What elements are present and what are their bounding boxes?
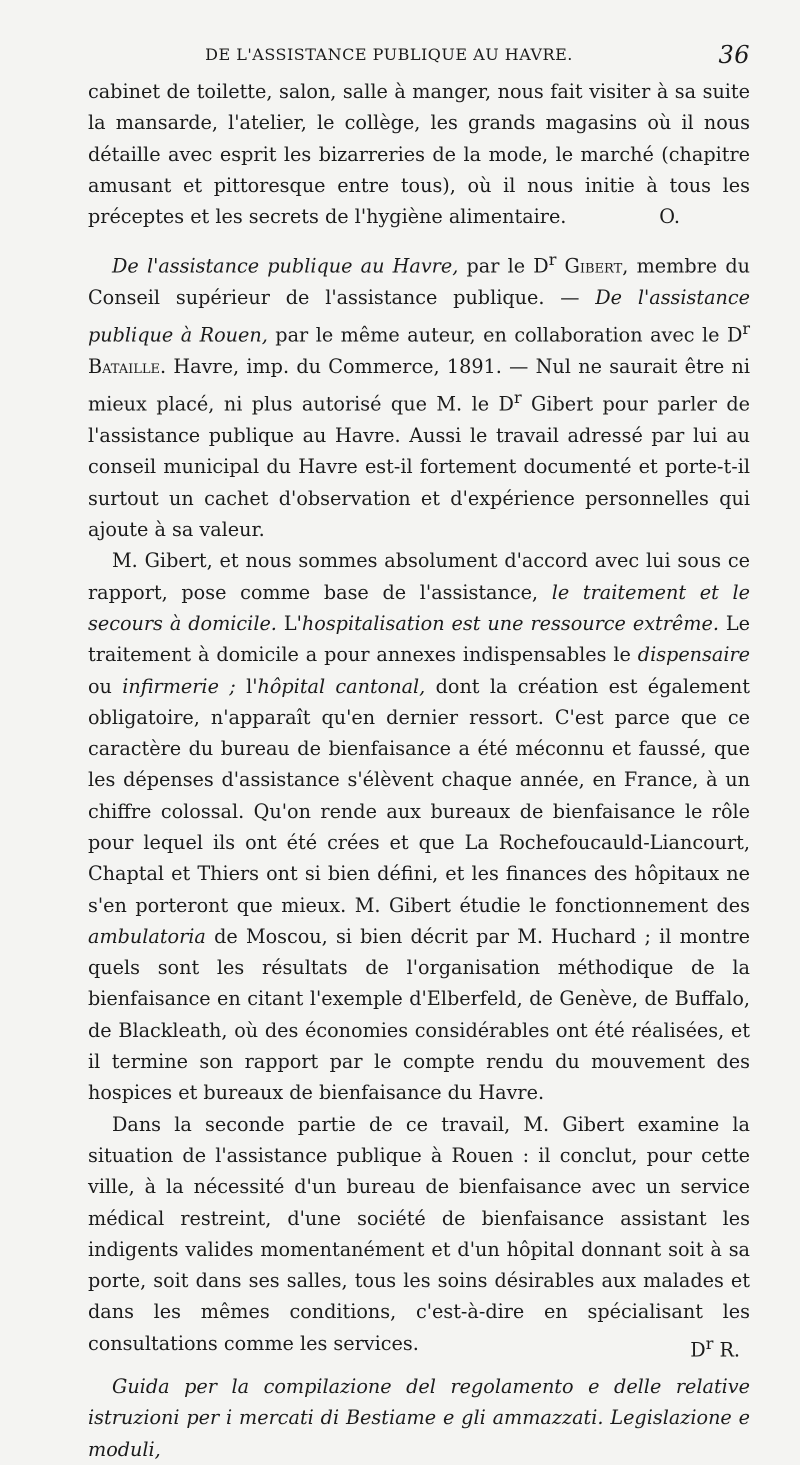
reviewer-signature-2: $D^r$ R. — [690, 1333, 740, 1362]
review-paragraph-1: cabinet de toilette, salon, salle à manger, nous fait visiter à sa suite la mansarde, l'atelier, le collège, les grands magasins où il nous détaille avec esprit les bizarreries de la mode, le marché (chapitre amusant et pittoresque entre tous), où il nous initie à tous les préceptes et les secrets de l'hygiène alimentaire. O. — [88, 76, 750, 232]
book-title-3: Guida per la compilazione del regolamento e delle relative istruzioni per i mercati di Bestiame e gli ammazzati. — [88, 1375, 750, 1430]
coauthor-name: Bataille — [88, 355, 161, 379]
body-text — [88, 76, 750, 1465]
review-paragraph-2: De l'assistance publique au Havre, par le $D^r$ Gibert, membre du Conseil supérieur de l'assistance publique. — De l'assistance publique à Rouen, par le même auteur, en collaboration avec le $D^r$ Bataille. Havre, imp. du Commerce, 1891. — Nul ne saurait être ni mieux placé, ni plus autorisé que M. le $D^r$ Gibert pour parler de l'assistance publique au Havre. Aussi le travail adressé par lui au conseil municipal du Havre est-il fortement documenté et porte-t-il surtout un cachet d'observation et d'expérience personnelles qui ajoute à sa valeur. — [88, 250, 750, 542]
review-paragraph-3: M. Gibert, et nous sommes absolument d'accord avec lui sous ce rapport, pose comme base de l'assistance, le traitement et le secours à domicile. L'hospitalisation est une ressource extrême. Le traitement à domicile a pour annexes indispensables le dispensaire ou infirmerie ; l'hôpital cantonal, dont la création est également obligatoire, n'apparaît qu'en dernier ressort. C'est parce que ce caractère du bureau de bienfaisance a été méconnu et faussé, que les dépenses d'assistance s'élèvent chaque année, en France, à un chiffre colossal. Qu'on rende aux bureaux de bienfaisance le rôle pour lequel ils ont été crées et que La Rochefoucauld-Liancourt, Chaptal et Thiers ont si bien défini, et les finances des hôpitaux ne s'en porteront que mieux. M. Gibert étudie le fonctionnement des ambulatoria de Moscou, si bien décrit par M. Huchard ; il montre quels sont les résultats de l'organisation méthodique de la bienfaisance en citant l'exemple d'Elberfeld, de Genève, de Buffalo, de Blackleath, où des économies considérables ont été réalisées, et il termine son rapport par le compte rendu du mouvement des hospices et bureaux de bienfaisance du Havre. — [88, 549, 750, 1105]
reviewer-signature: O. — [659, 205, 680, 229]
running-title: DE L'ASSISTANCE PUBLIQUE AU HAVRE. — [205, 45, 573, 64]
book-title: De l'assistance publique au Havre, — [112, 254, 459, 278]
review-paragraph-5: Guida per la compilazione del regolamento e delle relative istruzioni per i mercati di Bestiame e gli ammazzati. Legislazione e moduli, — [88, 1375, 750, 1461]
running-header — [88, 36, 750, 74]
review-paragraph-4: Dans la seconde partie de ce travail, M. Gibert examine la situation de l'assistance publique à Rouen : il conclut, pour cette ville, à la nécessité d'un bureau de bienfaisance avec un service médical restreint, d'une société de bienfaisance assistant les indigents valides momentanément et d'un hôpital donnant soit à sa porte, soit dans ses salles, tous les soins désirables aux malades et dans les mêmes conditions, c'est-à-dire en spécialisant les consultations comme les services. $D^r$ R. — [88, 1109, 750, 1359]
author-name: Gibert — [564, 254, 623, 278]
book-title-2: De l'assistance publique à Rouen, — [88, 286, 750, 347]
page-number: 36 — [718, 41, 750, 69]
